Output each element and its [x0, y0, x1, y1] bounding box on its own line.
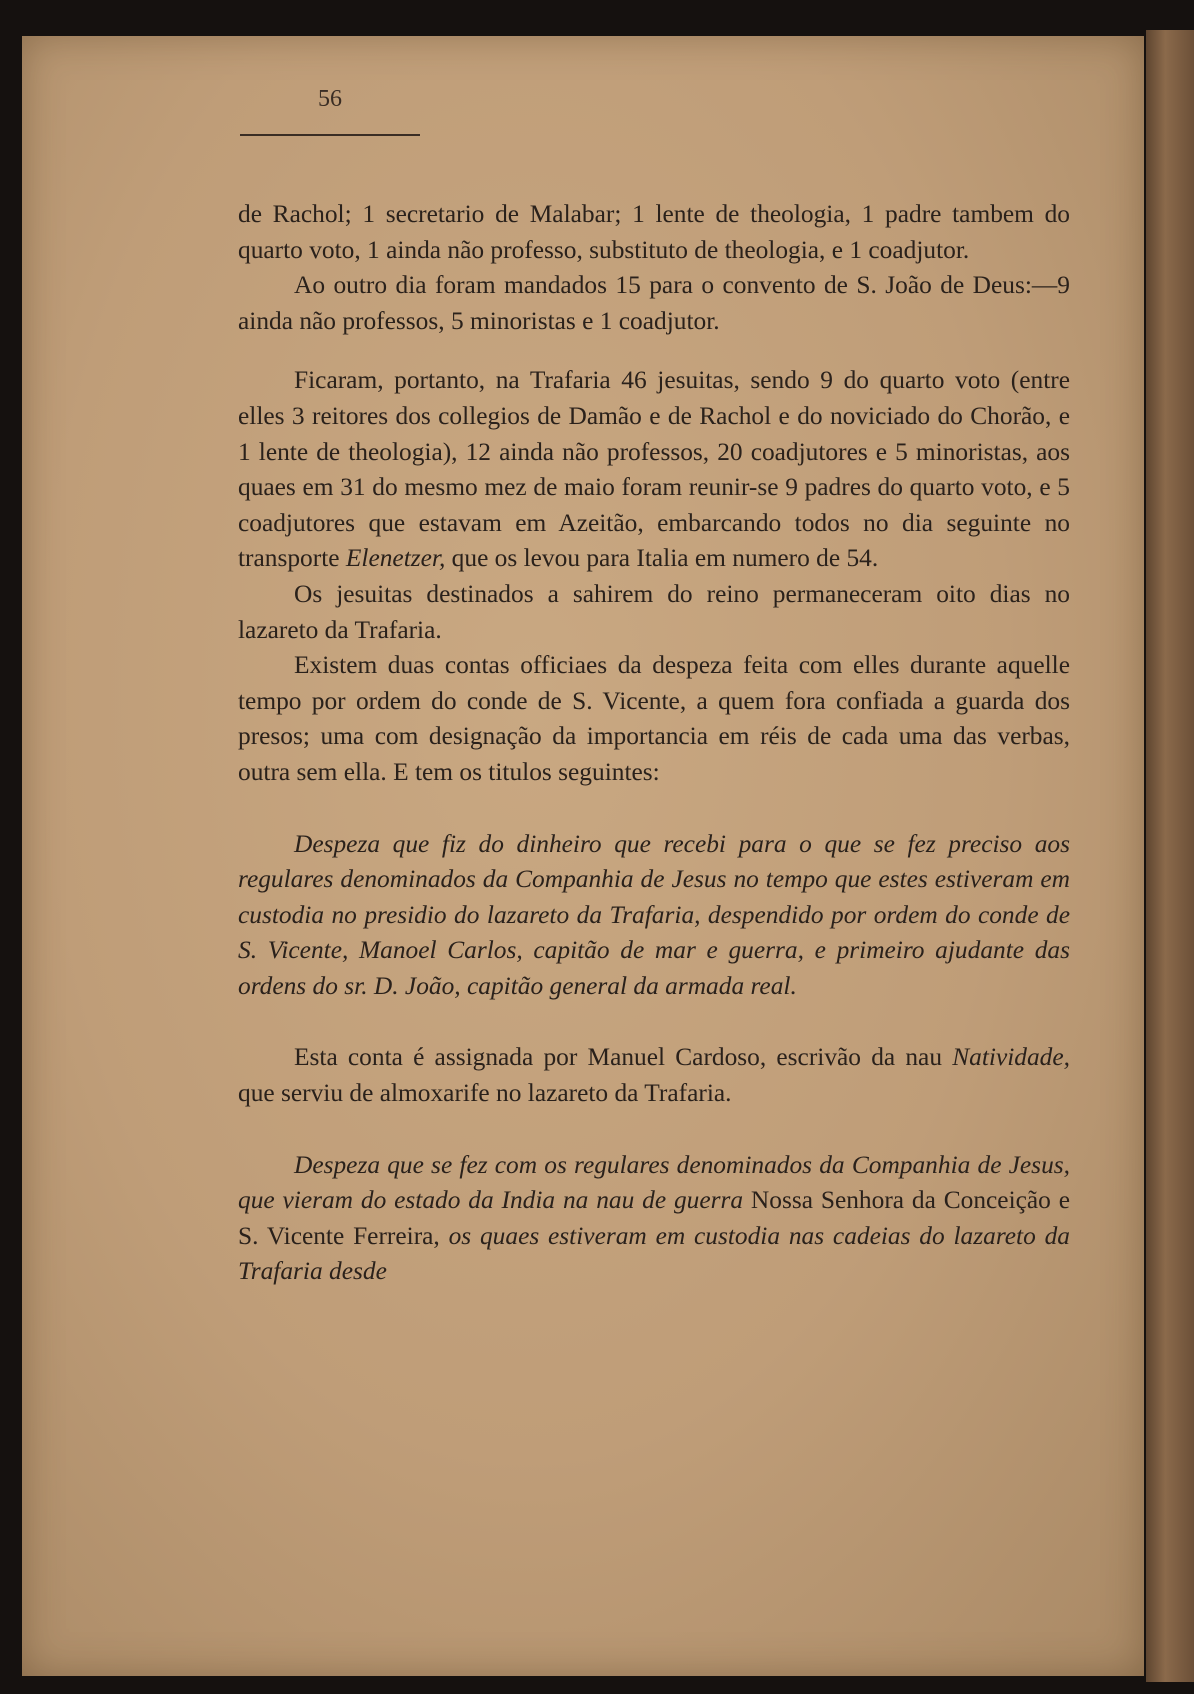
header-rule	[240, 134, 420, 136]
paragraph-text: Ficaram, portanto, na Trafaria 46 jesuitas, sendo 9 do quarto voto (entre elles 3 reitores dos collegios de Damão e de Rachol e do noviciado do Chorão, e 1 lente de theologia), 12 ainda não professos, 20 coadjutores e 5 minoristas, aos quaes em 31 do mesmo mez de maio foram reunir-se 9 padres do quarto voto, e 5 coadjutores que estavam em Azeitão, embarcando todos no dia seguinte no transporte	[238, 366, 1070, 573]
ship-name: Natividade,	[952, 1043, 1070, 1072]
paragraph	[238, 1040, 1070, 1111]
account-title	[238, 1148, 1070, 1290]
paragraph	[238, 363, 1070, 577]
account-title-text: Despeza que se fez com os regulares denominados da Companhia de Jesus, que vieram do estado da India na nau de guerra	[238, 1150, 1070, 1215]
ship-name: Elenetzer,	[345, 544, 446, 573]
page-number: 56	[318, 86, 342, 112]
paragraph-text: que os levou para Italia em numero de 54.	[451, 544, 879, 573]
paragraph: Ao outro dia foram mandados 15 para o convento de S. João de Deus:—9 ainda não professos, 5 minoristas e 1 coadjutor.	[238, 271, 1070, 335]
ship-name: Nossa Senhora da Conceição e S. Vicente Ferreira,	[238, 1186, 1070, 1250]
paragraph: de Rachol; 1 secretario de Malabar; 1 lente de theologia, 1 padre tambem do quarto voto, 1 ainda não professo, substituto de theologia, e 1 coadjutor.	[238, 200, 1070, 264]
page-edge	[1146, 30, 1194, 1682]
account-title-text: os quaes estiveram em custodia nas cadeias do lazareto da Trafaria desde	[238, 1221, 1070, 1286]
paragraph: Existem duas contas officiaes da despeza feita com elles durante aquelle tempo por ordem do conde de S. Vicente, a quem fora confiada a guarda dos presos; uma com designação da importancia em réis de cada uma das verbas, outra sem ella. E tem os titulos seguintes:	[238, 651, 1070, 786]
paragraph-text: Esta conta é assignada por Manuel Cardoso, escrivão da nau	[294, 1043, 943, 1072]
page-text	[238, 197, 1070, 1290]
paragraph-text: que serviu de almoxarife no lazareto da Trafaria.	[238, 1079, 732, 1108]
account-title: Despeza que fiz do dinheiro que recebi para o que se fez preciso aos regulares denominados da Companhia de Jesus no tempo que estes estiveram em custodia no presidio do lazareto da Trafaria, despendido por ordem do conde de S. Vicente, Manoel Carlos, capitão de mar e guerra, e primeiro ajudante das ordens do sr. D. João, capitão general da armada real.	[238, 829, 1070, 1000]
paragraph: Os jesuitas destinados a sahirem do reino permaneceram oito dias no lazareto da Trafaria.	[238, 579, 1070, 644]
